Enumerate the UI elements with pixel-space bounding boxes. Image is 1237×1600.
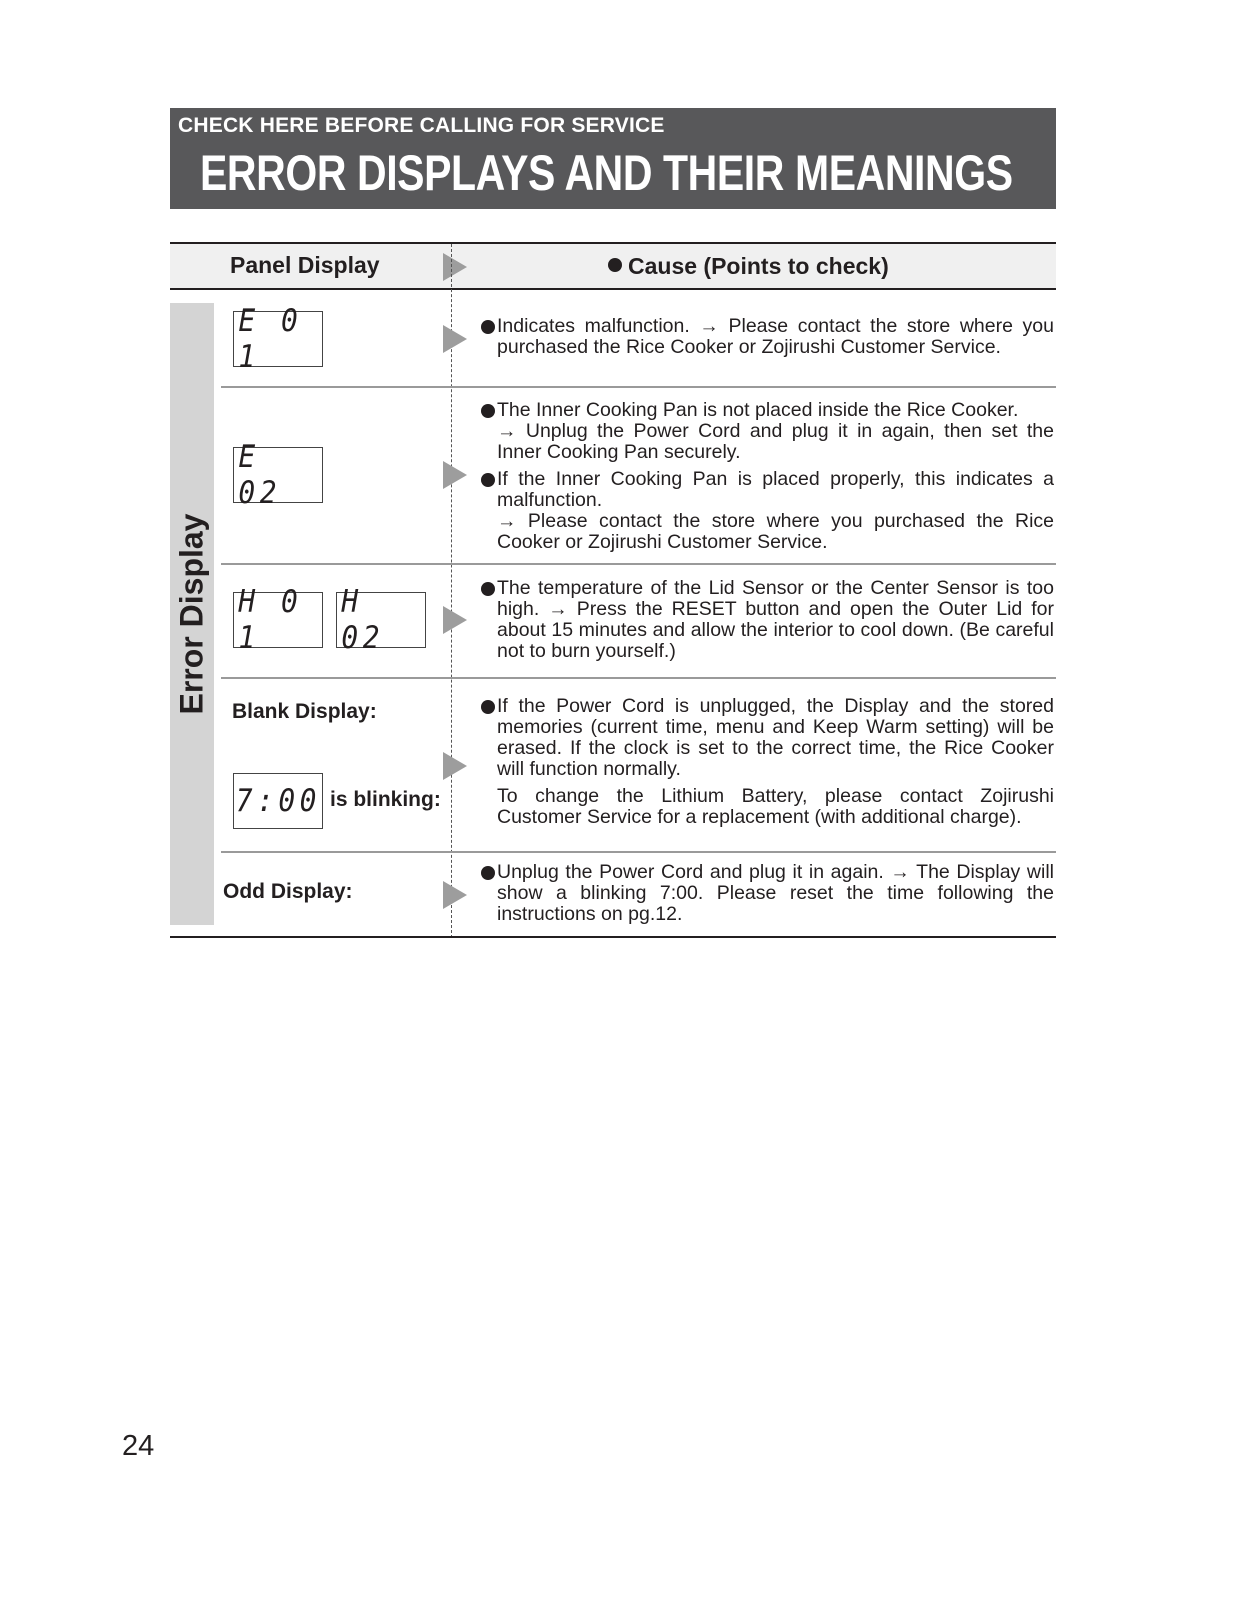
table-header-rule	[170, 288, 1056, 290]
row-separator	[221, 386, 1056, 388]
cause-text: Unplug the Power Cord and plug it in again. → The Display will show a blinking 7:00. Please reset the time following the instructions on pg.12.	[481, 862, 1054, 925]
odd-display-label: Odd Display:	[223, 880, 353, 903]
cause-text: If the Power Cord is unplugged, the Display and the stored memories (current time, menu and Keep Warm setting) will be erased. If the clock is set to the correct time, the Rice Cooker will function normally.	[481, 696, 1054, 780]
lcd-text: E 0 1	[238, 303, 303, 375]
lcd-display-e01	[233, 303, 323, 375]
row-separator	[221, 563, 1056, 565]
cause-text: The Inner Cooking Pan is not placed inside the Rice Cooker.	[497, 399, 1019, 421]
cause-cell-odd	[481, 862, 1054, 931]
column-header-cause	[608, 253, 889, 280]
lcd-display-h01	[233, 584, 323, 656]
blinking-suffix-label: is blinking:	[330, 788, 441, 811]
blank-display-label: Blank Display:	[232, 700, 377, 723]
lcd-text: H 0 1	[238, 584, 303, 656]
row-arrow-icon	[443, 881, 467, 909]
header-arrow-icon	[443, 253, 467, 281]
row-arrow-icon	[443, 461, 467, 489]
row-arrow-icon	[443, 606, 467, 634]
page-number: 24	[122, 1430, 155, 1462]
cause-cell-e02	[481, 400, 1054, 559]
cause-text: The temperature of the Lid Sensor or the Center Sensor is too high. → Press the RESET button and open the Outer Lid for about 15 minutes and allow the interior to cool down. (Be careful not to burn yourself.)	[481, 578, 1054, 662]
lcd-text: H 02	[341, 584, 384, 656]
cause-remedy: → Please contact the store where you purchased the Rice Cooker or Zojirushi Customer Service.	[497, 510, 1054, 553]
cause-text: To change the Lithium Battery, please contact Zojirushi Customer Service for a replacement (with additional charge).	[497, 785, 1054, 828]
lcd-display-h02	[336, 584, 426, 656]
banner-kicker: CHECK HERE BEFORE CALLING FOR SERVICE	[178, 114, 665, 137]
table-bottom-rule	[170, 936, 1056, 938]
section-banner	[170, 108, 1056, 209]
row-separator	[221, 851, 1056, 853]
page-title: ERROR DISPLAYS AND THEIR MEANINGS	[200, 145, 1013, 201]
lcd-text: E 02	[238, 439, 281, 511]
lcd-display-clock	[233, 773, 323, 829]
cause-cell-blank	[481, 696, 1054, 834]
cause-item	[481, 469, 1054, 553]
side-label-error-display: Error Display	[173, 513, 210, 715]
cause-text: Indicates malfunction. → Please contact the store where you purchased the Rice Cooker or Zojirushi Customer Service.	[481, 316, 1054, 358]
lcd-display-e02	[233, 439, 323, 511]
cause-text: If the Inner Cooking Pan is placed properly, this indicates a malfunction.	[497, 468, 1054, 511]
bullet-icon	[608, 258, 622, 272]
column-header-cause-text: Cause (Points to check)	[628, 253, 889, 279]
cause-item	[481, 400, 1054, 463]
cause-cell-e01	[481, 316, 1054, 364]
column-header-panel-display: Panel Display	[230, 252, 380, 278]
cause-remedy: → Unplug the Power Cord and plug it in again, then set the Inner Cooking Pan securely.	[497, 420, 1054, 463]
row-separator	[221, 677, 1056, 679]
row-arrow-icon	[443, 325, 467, 353]
lcd-text: 7:00	[235, 783, 321, 819]
cause-cell-h0x	[481, 578, 1054, 668]
row-arrow-icon	[443, 752, 467, 780]
